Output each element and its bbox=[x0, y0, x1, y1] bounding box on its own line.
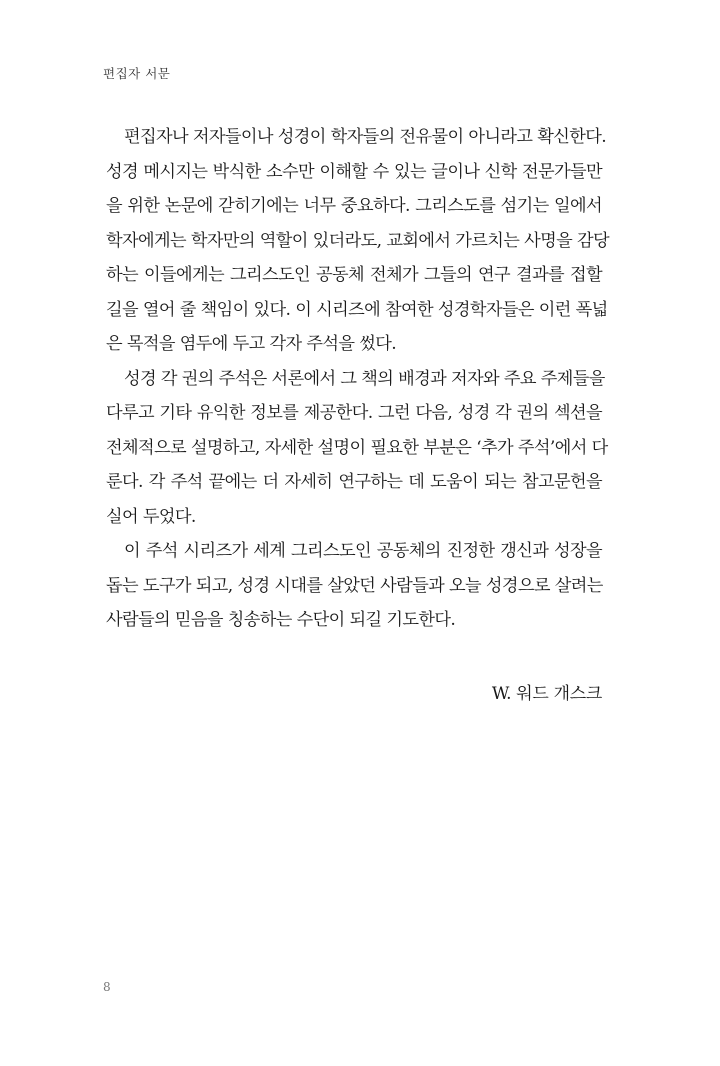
text-line: 하는 이들에게는 그리스도인 공동체 전체가 그들의 연구 결과를 접할 bbox=[106, 265, 602, 285]
text-line: 실어 두었다. bbox=[106, 506, 196, 527]
body-text bbox=[106, 120, 610, 638]
paragraph bbox=[106, 534, 602, 638]
page-number: 8 bbox=[103, 980, 111, 994]
text-line: 사람들의 믿음을 칭송하는 수단이 되길 기도한다. bbox=[106, 610, 456, 630]
text-line: 길을 열어 줄 책임이 있다. 이 시리즈에 참여한 성경학자들은 이런 폭넓 bbox=[106, 299, 608, 320]
paragraph bbox=[106, 362, 608, 535]
text-line: 편집자나 저자들이나 성경이 학자들의 전유물이 아니라고 확신한다. bbox=[124, 127, 607, 147]
text-line: 은 목적을 염두에 두고 각자 주석을 썼다. bbox=[106, 334, 397, 354]
author-signature: W. 워드 개스크 bbox=[491, 684, 602, 704]
text-line: 을 위한 논문에 갇히기에는 너무 중요하다. 그리스도를 섬기는 일에서 bbox=[106, 196, 602, 216]
text-line: 룬다. 각 주석 끝에는 더 자세히 연구하는 데 도움이 되는 참고문헌을 bbox=[106, 472, 602, 492]
text-line: 학자에게는 학자만의 역할이 있더라도, 교회에서 가르치는 사명을 감당 bbox=[106, 230, 610, 251]
paragraph bbox=[106, 120, 610, 362]
text-line: 성경 각 권의 주석은 서론에서 그 책의 배경과 저자와 주요 주제들을 bbox=[124, 368, 605, 389]
text-line: 전체적으로 설명하고, 자세한 설명이 필요한 부분은 ‘추가 주석’에서 다 bbox=[106, 437, 608, 458]
text-line: 돕는 도구가 되고, 성경 시대를 살았던 사람들과 오늘 성경으로 살려는 bbox=[106, 575, 603, 596]
text-line: 성경 메시지는 박식한 소수만 이해할 수 있는 글이나 신학 전문가들만 bbox=[106, 161, 602, 182]
running-head: 편집자 서문 bbox=[103, 66, 171, 81]
text-line: 이 주석 시리즈가 세계 그리스도인 공동체의 진정한 갱신과 성장을 bbox=[124, 541, 602, 561]
text-line: 다루고 기타 유익한 정보를 제공한다. 그런 다음, 성경 각 권의 섹션을 bbox=[106, 403, 602, 423]
